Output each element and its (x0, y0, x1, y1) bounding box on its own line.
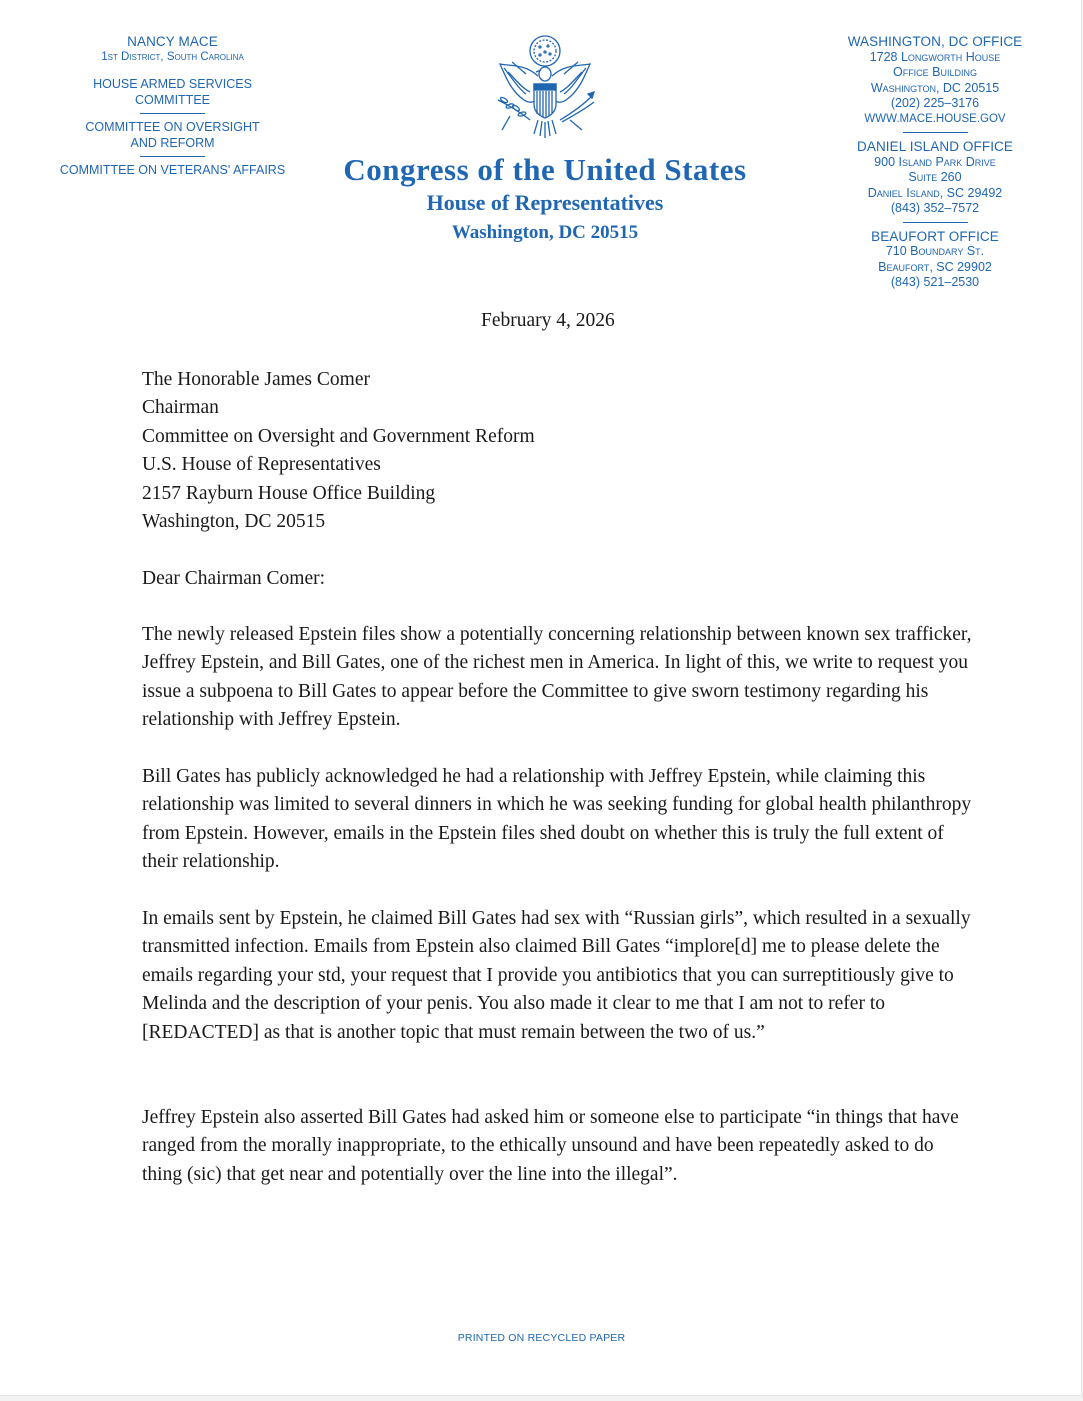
recipient-address (142, 366, 972, 536)
office-address-line: Washington, DC 20515 (870, 80, 1000, 95)
office-phone: (843) 521–2530 (890, 275, 980, 289)
letterhead-location: Washington, DC 20515 (451, 222, 639, 243)
recycled-paper-footer: PRINTED ON RECYCLED PAPER (457, 1332, 626, 1344)
recipient-line: The Honorable James Comer (142, 369, 370, 390)
divider (140, 156, 205, 157)
office-name: BEAUFORT OFFICE (871, 228, 999, 244)
committee-2-line2: AND REFORM (130, 135, 215, 150)
committee-2-line1: COMMITTEE ON OVERSIGHT (85, 120, 260, 134)
office-address-line: Daniel Island, SC 29492 (867, 185, 1003, 200)
office-address-line: 710 Boundary St. (885, 244, 985, 258)
office-beaufort (830, 229, 1040, 291)
salutation: Dear Chairman Comer: (142, 568, 326, 589)
letterhead-center (330, 34, 760, 248)
recipient-line: Chairman (142, 397, 219, 419)
office-washington (830, 34, 1040, 127)
office-address-line: Suite 260 (908, 170, 962, 184)
office-name: WASHINGTON, DC OFFICE (847, 34, 1023, 49)
body-paragraph-4: Jeffrey Epstein also asserted Bill Gates had asked him or someone else to participate “in things that have ranged from the morally inappropriate, to the ethically unsound and have been repeatedly asked to do thing (sic) that get near and potentially over the line into the illegal”. (142, 1107, 959, 1185)
committee-3-line1: COMMITTEE ON VETERANS' AFFAIRS (59, 163, 286, 177)
great-seal-eagle-icon (490, 34, 600, 146)
letter-date: February 4, 2026 (481, 310, 615, 331)
recipient-line: Committee on Oversight and Government Reform (142, 425, 535, 447)
letterhead-title: Congress of the United States (343, 152, 747, 187)
divider (903, 222, 968, 223)
committee-1-line2: COMMITTEE (135, 92, 210, 107)
body-paragraph-1: The newly released Epstein files show a potentially concerning relationship between known sex trafficker, Jeffrey Epstein, and Bill Gates, one of the richest men in America. In light of this, we write to request you issue a subpoena to Bill Gates to appear before the Committee to give sworn testimony regarding his relationship with Jeffrey Epstein. (142, 624, 972, 731)
recipient-line: Washington, DC 20515 (142, 511, 326, 533)
letterhead-subtitle: House of Representatives (426, 190, 664, 215)
office-phone: (202) 225–3176 (890, 96, 980, 110)
body-paragraph-3: In emails sent by Epstein, he claimed Bill Gates had sex with “Russian girls”, which resulted in a sexually transmitted infection. Emails from Epstein also claimed Bill Gates “implore[d] me to please delete the emails regarding your std, your request that I provide you antibiotics that you can surreptitiously give to Melinda and the description of your penis. You also made it clear to me that I am not to refer to [REDACTED] as that is another topic that must remain between the two of us.” (142, 908, 971, 1043)
office-address-line: 1728 Longworth House (869, 49, 1001, 64)
office-address-line: 900 Island Park Drive (874, 154, 996, 169)
recipient-line: 2157 Rayburn House Office Building (142, 482, 436, 504)
divider (140, 113, 205, 114)
office-name: DANIEL ISLAND OFFICE (856, 139, 1014, 154)
office-address-line: Beaufort, SC 29902 (878, 259, 992, 274)
divider (903, 132, 968, 133)
body-paragraph-2: Bill Gates has publicly acknowledged he had a relationship with Jeffrey Epstein, while claiming this relationship was limited to several dinners in which he was seeking funding for global health philanthropy from Epstein. However, emails in the Epstein files shed doubt on whether this is truly the full extent of their relationship. (142, 766, 972, 873)
member-info-column (50, 34, 295, 179)
office-phone: (843) 352–7572 (890, 201, 980, 215)
member-name: NANCY MACE (127, 34, 218, 49)
office-daniel-island (830, 139, 1040, 217)
offices-column (830, 34, 1040, 291)
member-district: 1st District, South Carolina (101, 50, 244, 63)
recipient-line: U.S. House of Representatives (142, 454, 381, 476)
office-website: WWW.MACE.HOUSE.GOV (864, 112, 1006, 125)
office-address-line: Office Building (892, 65, 978, 79)
committee-1-line1: HOUSE ARMED SERVICES (93, 77, 252, 91)
